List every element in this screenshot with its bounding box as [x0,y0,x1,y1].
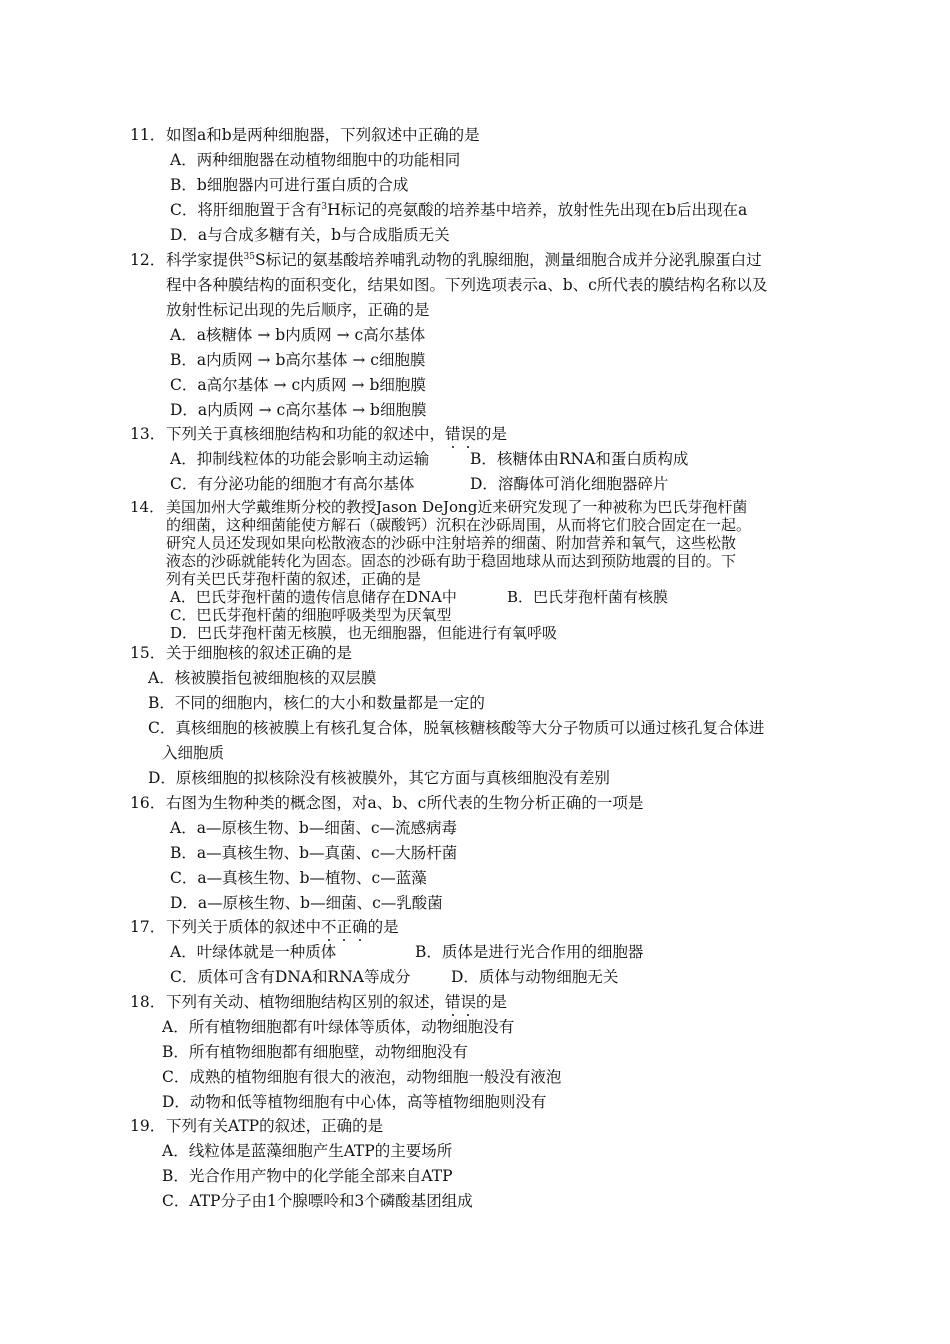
question-text: 右图为生物种类的概念图，对a、b、c所代表的生物分析正确的一项是 [166,794,644,812]
option-17-b: B．质体是进行光合作用的细胞器 [415,943,644,961]
question-number: 16． [130,794,166,812]
question-number: 18． [130,993,166,1011]
emphasis-dot-char: 错 [445,425,461,443]
option-17-d: D．质体与动物细胞无关 [451,968,619,986]
question-text: 美国加州大学戴维斯分校的教授Jason DeJong近来研究发现了一种被称为巴氏芽孢杆菌 [166,498,748,516]
option-18-d: D．动物和低等植物细胞有中心体，高等植物细胞则没有 [162,1093,547,1111]
option-14-b: B．巴氏芽孢杆菌有核膜 [507,588,669,606]
option-text: C．将肝细胞置于含有 [170,201,322,219]
option-15-d: D．原核细胞的拟核除没有核被膜外，其它方面与真核细胞没有差别 [148,769,610,787]
question-11-stem [130,128,480,144]
question-number: 11． [130,126,166,144]
question-number: 12． [130,251,166,269]
option-17-c: C．质体可含有DNA和RNA等成分 [170,968,411,986]
option-18-b: B．所有植物细胞都有细胞壁，动物细胞没有 [162,1043,468,1061]
question-number: 19． [130,1117,166,1135]
option-18-c: C．成熟的植物细胞有很大的液泡，动物细胞一般没有液泡 [162,1068,562,1086]
option-14-d: D．巴氏芽孢杆菌无核膜，也无细胞器，但能进行有氧呼吸 [170,624,558,642]
option-12-c: C．a高尔基体 → c内质网 → b细胞膜 [170,376,426,394]
question-16-stem [130,796,643,812]
option-14-c: C．巴氏芽孢杆菌的细胞呼吸类型为厌氧型 [170,606,452,624]
option-11-d: D．a与合成多糖有关，b与合成脂质无关 [170,226,450,244]
question-text: 下列关于真核细胞结构和功能的叙述中， [166,425,446,443]
option-17-a: A．叶绿体就是一种质体 [170,943,337,961]
option-15-b: B．不同的细胞内，核仁的大小和数量都是一定的 [148,694,485,712]
question-14-stem-line3: 研究人员还发现如果向松散液态的沙砾中注射培养的细菌、附加营养和氧气，这些松散 [166,534,737,552]
emphasis-dot-char: 正 [336,918,353,936]
emphasis-dot-char: 误 [460,425,477,443]
question-text: 下列有关动、植物细胞结构区别的叙述， [166,993,446,1011]
question-14-stem-line5: 列有关巴氏芽孢杆菌的叙述，正确的是 [166,570,422,588]
question-14-stem-line4: 液态的沙砾就能转化为固态。固态的沙砾有助于稳固地球从而达到预防地震的目的。下 [166,552,737,570]
emphasis-dot-char: 错 [445,993,461,1011]
option-19-a: A．线粒体是蓝藻细胞产生ATP的主要场所 [162,1142,453,1160]
option-13-c: C．有分泌功能的细胞才有高尔基体 [170,475,415,493]
option-11-a: A．两种细胞器在动植物细胞中的功能相同 [170,151,461,169]
option-13-b: B．核糖体由RNA和蛋白质构成 [470,450,689,468]
emphasis-dot-char: 误 [460,993,477,1011]
question-text: 科学家提供 [166,251,244,269]
option-19-c: C．ATP分子由1个腺嘌呤和3个磷酸基团组成 [162,1192,473,1210]
question-12-stem-line2: 程中各种膜结构的面积变化，结果如图。下列选项表示a、b、c所代表的膜结构名称以及 [166,276,768,294]
option-12-d: D．a内质网 → c高尔基体 → b细胞膜 [170,401,427,419]
question-12-stem-line3: 放射性标记出现的先后顺序，正确的是 [166,301,430,319]
superscript: 3 [321,201,328,212]
question-number: 17． [130,918,166,936]
question-text: 下列有关ATP的叙述，正确的是 [166,1117,384,1135]
option-text: H标记的亮氨酸的培养基中培养，放射性先出现在b后出现在a [327,201,748,219]
question-number: 14． [130,498,165,516]
question-15-stem [130,646,352,662]
option-13-a: A．抑制线粒体的功能会影响主动运输 [170,450,430,468]
option-11-c [170,203,747,219]
question-12-stem [130,253,762,269]
question-14-stem [130,500,747,515]
question-text: 关于细胞核的叙述正确的是 [166,644,353,662]
option-16-b: B．a—真核生物、b—真菌、c—大肠杆菌 [170,844,458,862]
question-number: 13． [130,425,166,443]
option-12-b: B．a内质网 → b高尔基体 → c细胞膜 [170,351,426,369]
question-13-stem [130,427,507,443]
emphasis-dot-char: 不 [321,918,337,936]
option-15-a: A．核被膜指包被细胞核的双层膜 [148,669,377,687]
question-text: S标记的氨基酸培养哺乳动物的乳腺细胞，测量细胞合成并分泌乳腺蛋白过 [254,251,762,269]
question-text: 的是 [367,918,399,936]
option-15-c-line2: 入细胞质 [162,744,225,762]
question-19-stem [130,1119,383,1135]
question-number: 15． [130,644,166,662]
question-text: 下列关于质体的叙述中 [166,918,322,936]
option-14-a: A．巴氏芽孢杆菌的遗传信息储存在DNA中 [170,588,457,606]
question-text: 如图a和b是两种细胞器，下列叙述中正确的是 [166,126,480,144]
question-text: 的是 [476,993,508,1011]
option-11-b: B．b细胞器内可进行蛋白质的合成 [170,176,409,194]
emphasis-dot-char: 确 [352,918,368,936]
question-text: 的是 [476,425,508,443]
option-19-b: B．光合作用产物中的化学能全部来自ATP [162,1167,453,1185]
question-17-stem [130,920,399,936]
question-18-stem [130,995,507,1011]
question-14-stem-line2: 的细菌，这种细菌能使方解石（碳酸钙）沉积在沙砾周围，从而将它们胶合固定在一起。 [166,516,752,534]
option-18-a: A．所有植物细胞都有叶绿体等质体，动物细胞没有 [162,1018,515,1036]
option-15-c: C．真核细胞的核被膜上有核孔复合体，脱氧核糖核酸等大分子物质可以通过核孔复合体进 [148,719,765,737]
superscript: 35 [243,251,255,262]
option-12-a: A．a核糖体 → b内质网 → c高尔基体 [170,326,426,344]
option-16-c: C．a—真核生物、b—植物、c—蓝藻 [170,869,427,887]
option-16-d: D．a—原核生物、b—细菌、c—乳酸菌 [170,894,443,912]
option-16-a: A．a—原核生物、b—细菌、c—流感病毒 [170,819,458,837]
option-13-d: D．溶酶体可消化细胞器碎片 [470,475,669,493]
